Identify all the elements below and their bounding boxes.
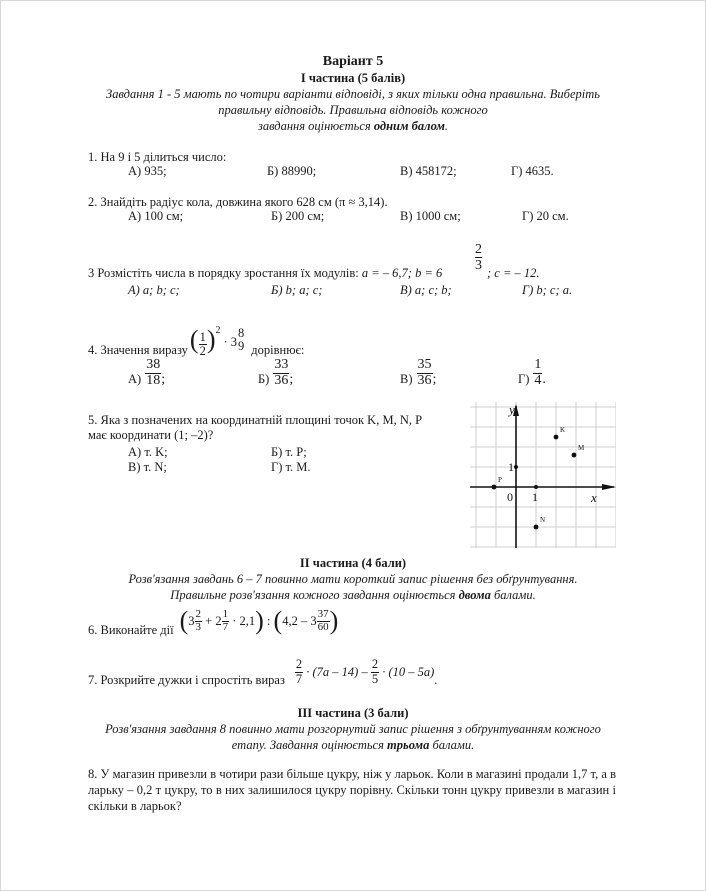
part3-title: ІІІ частина (3 бали) (297, 706, 409, 720)
unit-x-label: 1 (532, 490, 538, 504)
paren: ) (255, 606, 264, 635)
t: 2 (195, 607, 202, 620)
q2-option-d: Г) 20 см. (522, 209, 569, 223)
q1-option-b: Б) 88990; (267, 164, 317, 178)
t: 3 (188, 613, 195, 628)
frac (295, 658, 303, 685)
t: 4,2 – 3 (282, 613, 317, 628)
t: ; (289, 372, 294, 388)
t: 4. Значення виразу (88, 343, 188, 357)
t: одним балом (373, 119, 445, 133)
paren: ( (189, 324, 199, 354)
point-label-m: M (578, 444, 585, 452)
label: Б) (258, 372, 270, 387)
q7 (88, 654, 437, 690)
instr1-line2: правильну відповідь. Правильна відповідь кожного (218, 103, 488, 117)
paren: ( (179, 606, 189, 635)
q3-option-c: В) a; c; b; (400, 283, 452, 297)
part2-line2 (0, 588, 706, 603)
q4-base (199, 331, 207, 358)
instr1-line3 (0, 119, 706, 134)
t: a = – 6,7; b = 6 (361, 266, 443, 280)
point-p (492, 485, 497, 490)
q1-text: 1. На 9 і 5 ділиться число: (88, 150, 227, 164)
t: 3 (475, 258, 482, 273)
t: 9 (238, 338, 245, 353)
variant-title: Варіант 5 (322, 54, 384, 69)
q4-text (88, 312, 304, 358)
t: · 3 (223, 334, 238, 349)
q5-option-a: А) т. K; (128, 445, 168, 459)
t: двома (458, 588, 491, 602)
q8-text: 8. У магазин привезли в чотири рази більше цукру, ніж у ларьок. Коли в магазині продали 1,7 т, а в ларьку – 0,2 т цукру, то в них залишилося цукру порівну. Скільки тонн цукру привезли в магазин і скільки в ларьок? (88, 767, 616, 813)
t: 4 (534, 372, 542, 388)
t: дорівнює: (251, 343, 305, 357)
q5-option-c: В) т. N; (128, 460, 167, 474)
unit-y-label: 1 (508, 460, 514, 474)
t: 3 Розмістіть числа в порядку зростання їх модулів: (88, 266, 362, 280)
q7-text: 7. Розкрийте дужки і спростіть вираз (88, 672, 285, 687)
point-n (534, 525, 539, 530)
q4-option-1 (258, 358, 293, 388)
q5-option-d: Г) т. M. (271, 460, 311, 474)
frac (222, 609, 230, 633)
t: 37 (317, 607, 329, 620)
t: 36 (417, 372, 432, 388)
coordinate-plane (470, 402, 616, 548)
t: ; (161, 372, 166, 388)
t: · (10 – 5a) (379, 664, 435, 679)
t: 60 (317, 620, 329, 633)
t: балами. (490, 588, 536, 602)
point-m (572, 453, 577, 458)
t: 2 (475, 242, 482, 257)
x-arrow-icon (602, 484, 616, 490)
t: . (444, 119, 449, 133)
t: · 2,1 (229, 613, 256, 628)
q1-option-d: Г) 4635. (511, 164, 554, 178)
q4-option-3 (518, 358, 546, 388)
t: ; (432, 372, 437, 388)
t: 7 (222, 620, 229, 633)
point-label-p: P (498, 476, 502, 484)
t: + 2 (202, 613, 222, 628)
paren: ) (206, 324, 216, 354)
q4-option-0 (128, 358, 165, 388)
t: 7 (295, 671, 303, 686)
q3-text (88, 266, 442, 281)
q2-option-c: В) 1000 см; (400, 209, 461, 223)
origin-label: 0 (507, 490, 513, 504)
instr1-line1: Завдання 1 - 5 мають по чотири варіанти відповіді, з яких тільки одна правильна. Виберіть (106, 87, 600, 101)
q5-line2: має координати (1; –2)? (88, 428, 214, 442)
q4-option-2 (400, 358, 436, 388)
t: 35 (417, 357, 432, 372)
frac (533, 358, 542, 388)
q2-option-b: Б) 200 см; (271, 209, 325, 223)
q3-option-d: Г) b; c; a. (522, 283, 573, 297)
t: . (542, 372, 546, 388)
part3-line1: Розв'язання завдання 8 повинно мати розгорнутий запис рішення з обґрунтуванням кожного (105, 722, 601, 736)
t: трьома (387, 738, 430, 752)
y-label: y (509, 402, 515, 417)
t: : (263, 613, 274, 628)
t: 1 (199, 329, 206, 344)
frac (317, 609, 330, 633)
q5-line1: 5. Яка з позначених на координатній площині точок K, M, N, P (88, 413, 423, 427)
q5-option-b: Б) т. P; (271, 445, 307, 459)
q6-text: 6. Виконайте дії (88, 622, 174, 637)
t: 38 (146, 357, 161, 372)
point-label-k: K (560, 426, 566, 434)
t: . (434, 672, 438, 687)
t: 8 (238, 325, 245, 340)
t: · (7a – 14) – (303, 664, 371, 679)
q3-option-a: А) a; b; c; (128, 283, 180, 297)
q1-option-c: В) 458172; (400, 164, 457, 178)
t: 2 (199, 343, 206, 358)
q2-text: 2. Знайдіть радіус кола, довжина якого 628 см (π ≈ 3,14). (88, 195, 388, 209)
t: балами. (429, 738, 475, 752)
point-label-n: N (540, 516, 546, 524)
frac (145, 358, 161, 388)
frac (195, 609, 203, 633)
unit-tick (534, 485, 538, 489)
t: 1 (222, 607, 229, 620)
t: Правильне розв'язання кожного завдання оцінюється (170, 588, 459, 602)
paren: ( (273, 606, 283, 635)
q3-option-b: Б) b; a; c; (271, 283, 323, 297)
q1-option-a: А) 935; (128, 164, 167, 178)
unit-tick (514, 465, 518, 469)
t: 3 (195, 620, 202, 633)
part2-title: ІІ частина (4 бали) (299, 556, 407, 570)
q4-mixed-frac (237, 327, 245, 353)
q2-option-a: А) 100 см; (128, 209, 184, 223)
q6 (88, 603, 338, 639)
frac (371, 658, 379, 685)
t: 2 (295, 657, 303, 672)
q4-exponent: 2 (215, 324, 221, 336)
t: 1 (534, 357, 542, 372)
label: Г) (518, 372, 530, 387)
part1-title: І частина (5 балів) (300, 71, 406, 85)
q3-expr-c: ; c = – 12. (487, 266, 540, 280)
label: В) (400, 372, 413, 387)
label: А) (128, 372, 142, 387)
part2-line1: Розв'язання завдань 6 – 7 повинно мати короткий запис рішення без обґрунтування. (128, 572, 578, 586)
paren: ) (329, 606, 339, 635)
q3-fraction (475, 242, 482, 273)
t: 5 (371, 671, 379, 686)
t: етапу. Завдання оцінюється (231, 738, 388, 752)
part3-line2 (0, 738, 706, 753)
t: 36 (274, 372, 289, 388)
frac (273, 358, 289, 388)
t: 2 (371, 657, 379, 672)
x-label: x (591, 490, 597, 505)
point-k (554, 435, 559, 440)
frac (417, 358, 433, 388)
t: 33 (274, 357, 289, 372)
t: завдання оцінюється (257, 119, 374, 133)
t: 18 (146, 372, 161, 388)
